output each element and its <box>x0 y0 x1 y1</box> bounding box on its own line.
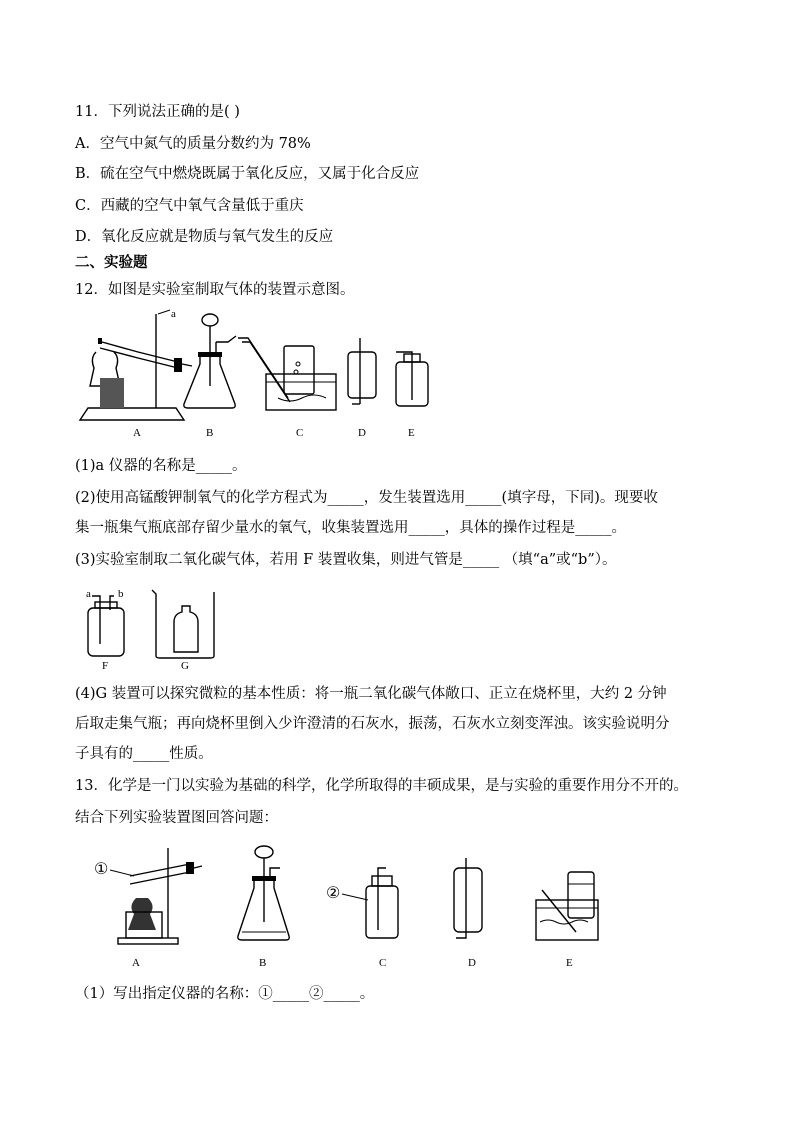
q13-apparatus-a <box>94 848 202 969</box>
q12-fig1-label-D: D <box>358 427 366 439</box>
q12-part2-line2: 集一瓶集气瓶底部存留少量水的氧气，收集装置选用_____，具体的操作过程是_____。 <box>75 520 626 536</box>
q12-part2-line1: (2)使用高锰酸钾制氧气的化学方程式为_____，发生装置选用_____(填字母，下同)。现要收 <box>75 490 658 506</box>
q12-label-a2: a <box>86 588 91 600</box>
q12-label-a: a <box>171 308 176 320</box>
q12-fg-figure <box>82 586 232 672</box>
q13-part1: （1）写出指定仪器的名称：①_____②_____。 <box>75 986 375 1002</box>
q13-fig-label-A: A <box>132 957 140 969</box>
apparatus-a <box>80 308 192 439</box>
q12-part1: (1)a 仪器的名称是_____。 <box>75 458 247 474</box>
q13-fig-label-C: C <box>379 957 387 969</box>
apparatus-b <box>184 314 236 439</box>
q12-fig1-label-A: A <box>133 427 141 439</box>
q13-fig-label-D: D <box>468 957 476 969</box>
q12-fig1-label-C: C <box>296 427 304 439</box>
q12-fig2-label-F: F <box>102 660 109 672</box>
q13-stem-line2: 结合下列实验装置图回答问题： <box>75 810 278 826</box>
q13-fig-label-B: B <box>259 957 267 969</box>
q13-fig-label-E: E <box>566 957 573 969</box>
apparatus-d <box>348 338 376 439</box>
q13-apparatus-c <box>326 868 398 969</box>
q13-marker-1: ① <box>94 861 109 878</box>
q12-part3: (3)实验室制取二氧化碳气体，若用 F 装置收集，则进气管是_____ （填“a”或“b”）。 <box>75 552 617 568</box>
apparatus-c <box>238 338 336 439</box>
q13-apparatus-e <box>536 872 598 969</box>
q12-stem: 12．如图是实验室制取气体的装置示意图。 <box>75 282 355 298</box>
q11-option-c: C．西藏的空气中氧气含量低于重庆 <box>75 198 304 214</box>
q11-option-a: A．空气中氮气的质量分数约为 78% <box>75 136 311 152</box>
q13-apparatus-b <box>238 846 289 969</box>
section-title: 二、实验题 <box>75 254 148 271</box>
q12-label-b2: b <box>118 588 124 600</box>
q13-marker-2: ② <box>326 885 341 902</box>
q12-fig1-label-B: B <box>206 427 214 439</box>
q12-apparatus-figure <box>78 308 438 446</box>
q12-fig2-label-G: G <box>181 660 189 672</box>
q13-apparatus-figure <box>90 842 600 972</box>
apparatus-e <box>396 352 428 439</box>
apparatus-g <box>152 590 214 672</box>
q11-stem: 11．下列说法正确的是( ) <box>75 104 240 120</box>
q12-part4-line2: 后取走集气瓶；再向烧杯里倒入少许澄清的石灰水，振荡，石灰水立刻变浑浊。该实验说明分 <box>75 716 670 732</box>
q12-part4-line3: 子具有的_____性质。 <box>75 746 213 762</box>
apparatus-f <box>86 588 124 672</box>
q11-option-d: D．氧化反应就是物质与氧气发生的反应 <box>75 229 334 245</box>
q13-apparatus-d <box>454 858 482 969</box>
q12-part4-line1: (4)G 装置可以探究微粒的基本性质：将一瓶二氧化碳气体敞口、正立在烧杯里，大约 2 分钟 <box>75 686 667 702</box>
q11-option-b: B．硫在空气中燃烧既属于氧化反应，又属于化合反应 <box>75 166 420 182</box>
q12-fig1-label-E: E <box>408 427 415 439</box>
q13-stem-line1: 13．化学是一门以实验为基础的科学，化学所取得的丰硕成果，是与实验的重要作用分不开的。 <box>75 778 688 794</box>
